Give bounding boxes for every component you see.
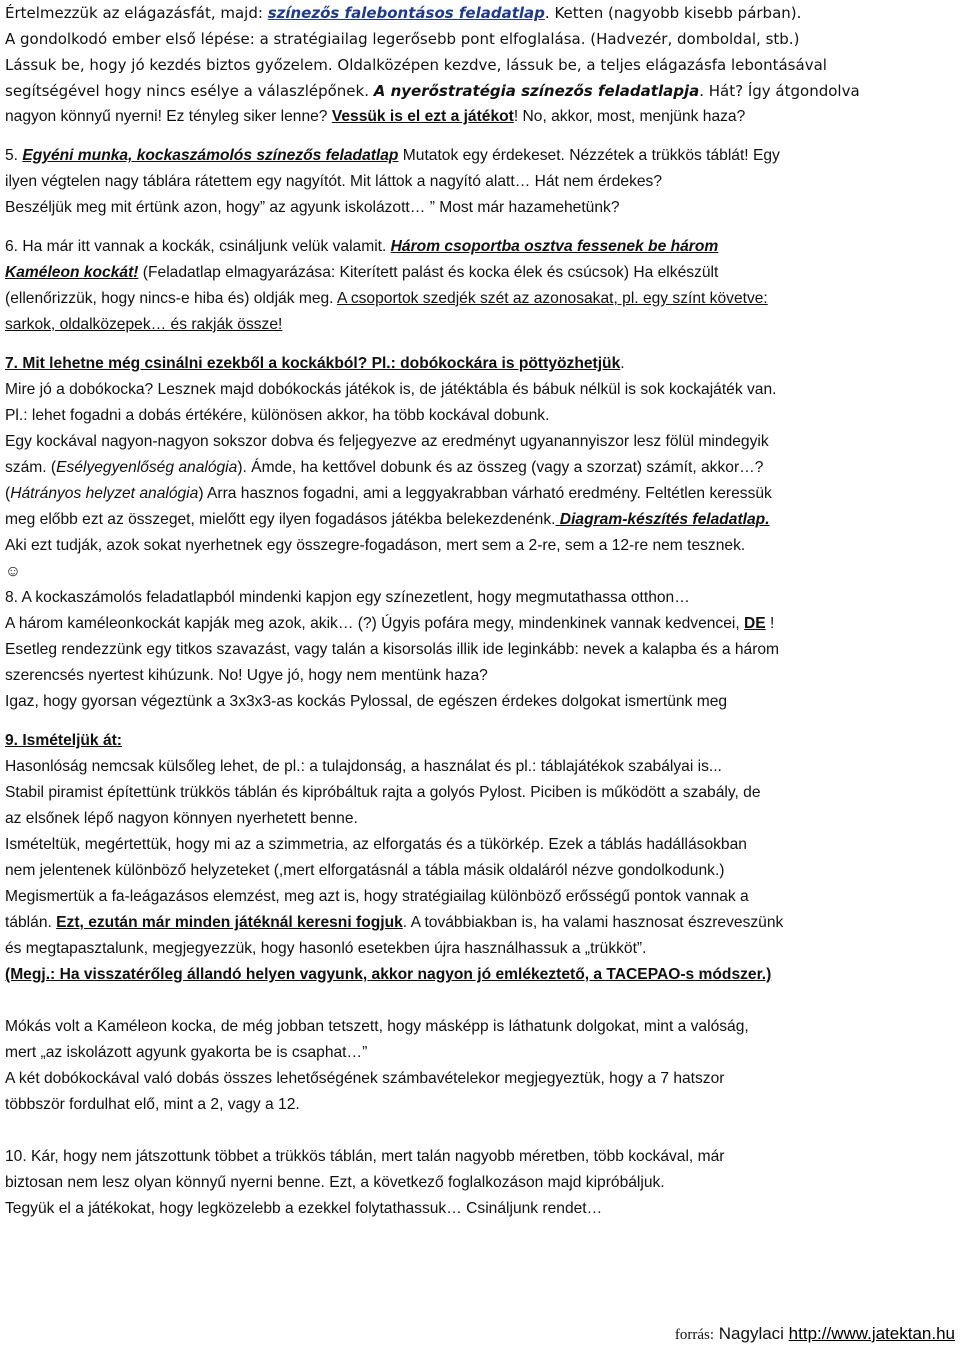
intro-line-5: nagyon könnyű nyerni! Ez tényleg siker lenne? Vessük is el ezt a játékot! No, akkor, most, menjünk haza? <box>5 108 746 125</box>
section-9-line-4: Ismételtük, megértettük, hogy mi az a szimmetria, az elforgatás és a tükörkép. Ezek a táblás hadállásokban <box>5 836 747 853</box>
section-10-line-3: Tegyük el a játékokat, hogy legközelebb a ezekkel folytathassuk… Csináljunk rendet… <box>5 1200 603 1217</box>
section-9-line-8: és megtapasztalunk, megjegyezzük, hogy hasonló esetekben újra használhassuk a „trükköt”. <box>5 940 647 957</box>
section-5-line-3: Beszéljük meg mit értünk azon, hogy” az agyunk iskolázott… ” Most már hazamehetünk? <box>5 199 620 216</box>
intro-line-3: Lássuk be, hogy jó kezdés biztos győzelem. Oldalközépen kezdve, lássuk be, a teljes elágazásfa lebontásával <box>5 56 827 74</box>
section-8-line-3: Esetleg rendezzünk egy titkos szavazást, vagy talán a kisorsolás illik ide leginkább: nevek a kalapba és a három <box>5 641 780 658</box>
intro-line-1: Értelmezzük az elágazásfát, majd: színezős falebontásos feladatlap. Ketten (nagyobb kisebb párban). <box>5 4 802 22</box>
section-7-line-5: (Hátrányos helyzet analógia) Arra hasznos fogadni, ami a leggyakrabban várható eredmény. Feltétlen keressük <box>5 485 772 502</box>
section-10-line-2: biztosan nem lesz olyan könnyű nyerni benne. Ezt, a következő foglalkozáson majd kipróbáljuk. <box>5 1174 665 1191</box>
section-7-heading: 7. Mit lehetne még csinálni ezekből a kockákból? Pl.: dobókockára is pöttyözhetjük. <box>5 355 625 372</box>
task-link-falebontasos[interactable]: színezős falebontásos feladatlap <box>267 4 545 22</box>
section-8-line-5: Igaz, hogy gyorsan végeztünk a 3x3x3-as kockás Pylossal, de egészen érdekes dolgokat ismertünk meg <box>5 693 728 710</box>
section-5-line-1: 5. Egyéni munka, kockaszámolós színezős feladatlap Mutatok egy érdekeset. Nézzétek a trükkös táblát! Egy <box>5 147 780 164</box>
task-link-kameleon-2[interactable]: Kaméleon kockát! <box>5 264 139 281</box>
section-7-line-2: Pl.: lehet fogadni a dobás értékére, különösen akkor, ha több kockával dobunk. <box>5 407 550 424</box>
task-nyeroestrategia: A nyerőstratégia színezős feladatlapja <box>373 82 700 100</box>
closing-line-3: A két dobókockával való dobás összes lehetőségének számbavételekor megjegyeztük, hogy a 7 hatszor <box>5 1070 725 1087</box>
section-9-line-3: az elsőnek lépő nagyon könnyen nyerhetett benne. <box>5 810 358 827</box>
section-8-line-1: 8. A kockaszámolós feladatlapból mindenki kapjon egy színezetlent, hogy megmutathassa otthon… <box>5 589 690 606</box>
game-link[interactable]: Vessük is el ezt a játékot <box>331 108 514 125</box>
section-9-note: (Megj.: Ha visszatérőleg állandó helyen vagyunk, akkor nagyon jó emlékeztető, a TACEPAO-s módszer.) <box>5 966 772 983</box>
section-6-line-4: sarkok, oldalközepek… és rakják össze! <box>5 316 283 333</box>
task-link-diagram[interactable]: Diagram-készítés feladatlap. <box>555 511 770 528</box>
section-7-line-3: Egy kockával nagyon-nagyon sokszor dobva és feljegyezve az eredményt ugyanannyiszor lesz fölül mindegyik <box>5 433 769 450</box>
section-7-line-4: szám. (Esélyegyenlőség analógia). Ámde, ha kettővel dobunk és az összeg (vagy a szorzat) számít, akkor…? <box>5 459 764 476</box>
section-9-line-7: táblán. Ezt, ezután már minden játéknál keresni fogjuk. A továbbiakban is, ha valami hasznosat észreveszünk <box>5 914 784 931</box>
section-10-line-1: 10. Kár, hogy nem játszottunk többet a trükkös táblán, mert talán nagyobb méretben, több kockával, már <box>5 1148 725 1165</box>
source-footer <box>675 1322 955 1347</box>
closing-line-1: Mókás volt a Kaméleon kocka, de még jobban tetszett, hogy másképp is láthatunk dolgokat, mint a valóság, <box>5 1018 749 1035</box>
smiley-icon: ☺ <box>5 563 21 580</box>
closing-line-2: mert „az iskolázott agyunk gyakorta be is csaphat…” <box>5 1044 368 1061</box>
section-8-line-2: A három kaméleonkockát kapják meg azok, akik… (?) Úgyis pofára megy, mindenkinek vannak kedvencei, DE ! <box>5 615 775 632</box>
section-7-line-7: Aki ezt tudják, azok sokat nyerhetnek egy összegre-fogadáson, mert sem a 2-re, sem a 12-re nem tesznek. <box>5 537 746 554</box>
section-6-line-1: 6. Ha már itt vannak a kockák, csináljunk velük valamit. Három csoportba osztva fessenek be három <box>5 238 719 255</box>
section-6-line-2: Kaméleon kockát! (Feladatlap elmagyarázása: Kiterített palást és kocka élek és csúcsok) Ha elkészült <box>5 264 719 281</box>
source-author: Nagylaci <box>714 1324 789 1343</box>
source-url-link[interactable]: http://www.jatektan.hu <box>788 1324 955 1343</box>
section-7-line-6: meg előbb ezt az összeget, mielőtt egy ilyen fogadásos játékba belekezdenénk. Diagram-készítés feladatlap. <box>5 511 770 528</box>
document-page <box>5 0 955 1222</box>
section-9-line-2: Stabil piramist építettünk trükkös táblán és kipróbáltuk rajta a golyós Pylost. Piciben is működött a szabály, de <box>5 784 761 801</box>
closing-line-4: többször fordulhat elő, mint a 2, vagy a 12. <box>5 1096 300 1113</box>
section-9-line-6: Megismertük a fa-leágazásos elemzést, meg azt is, hogy stratégiailag különböző erősségű pontok vannak a <box>5 888 749 905</box>
section-9-line-1: Hasonlóság nemcsak külsőleg lehet, de pl.: a tulajdonság, a használat és pl.: táblajátékok szabályai is... <box>5 758 722 775</box>
task-link-kameleon-1[interactable]: Három csoportba osztva fessenek be három <box>390 238 719 255</box>
section-8-line-4: szerencsés nyertest kihúzunk. No! Ugye jó, hogy nem mentünk haza? <box>5 667 488 684</box>
intro-line-2: A gondolkodó ember első lépése: a stratégiailag legerősebb pont elfoglalása. (Hadvezér, domboldal, stb.) <box>5 30 800 48</box>
intro-line-4: segítségével hogy nincs esélye a válaszlépőnek. A nyerőstratégia színezős feladatlapja. Hát? Így átgondolva <box>5 82 860 100</box>
section-9-line-5: nem jelentenek különböző helyzeteket (,mert elforgatásnál a tábla másik oldaláról nézve gondolkodunk.) <box>5 862 725 879</box>
source-label: forrás: <box>674 1327 715 1343</box>
section-7-line-1: Mire jó a dobókocka? Lesznek majd dobókockás játékok is, de játéktábla és bábuk nélkül is sok kockajáték van. <box>5 381 777 398</box>
section-5-line-2: ilyen végtelen nagy táblára rátettem egy nagyítót. Mit láttok a nagyító alatt… Hát nem érdekes? <box>5 173 663 190</box>
section-9-heading: 9. Ismételjük át: <box>5 732 122 749</box>
task-link-kockaszamolos[interactable]: Egyéni munka, kockaszámolós színezős feladatlap <box>22 147 399 164</box>
section-6-line-3: (ellenőrizzük, hogy nincs-e hiba és) oldják meg. A csoportok szedjék szét az azonosakat, pl. egy színt követve: <box>5 290 768 307</box>
